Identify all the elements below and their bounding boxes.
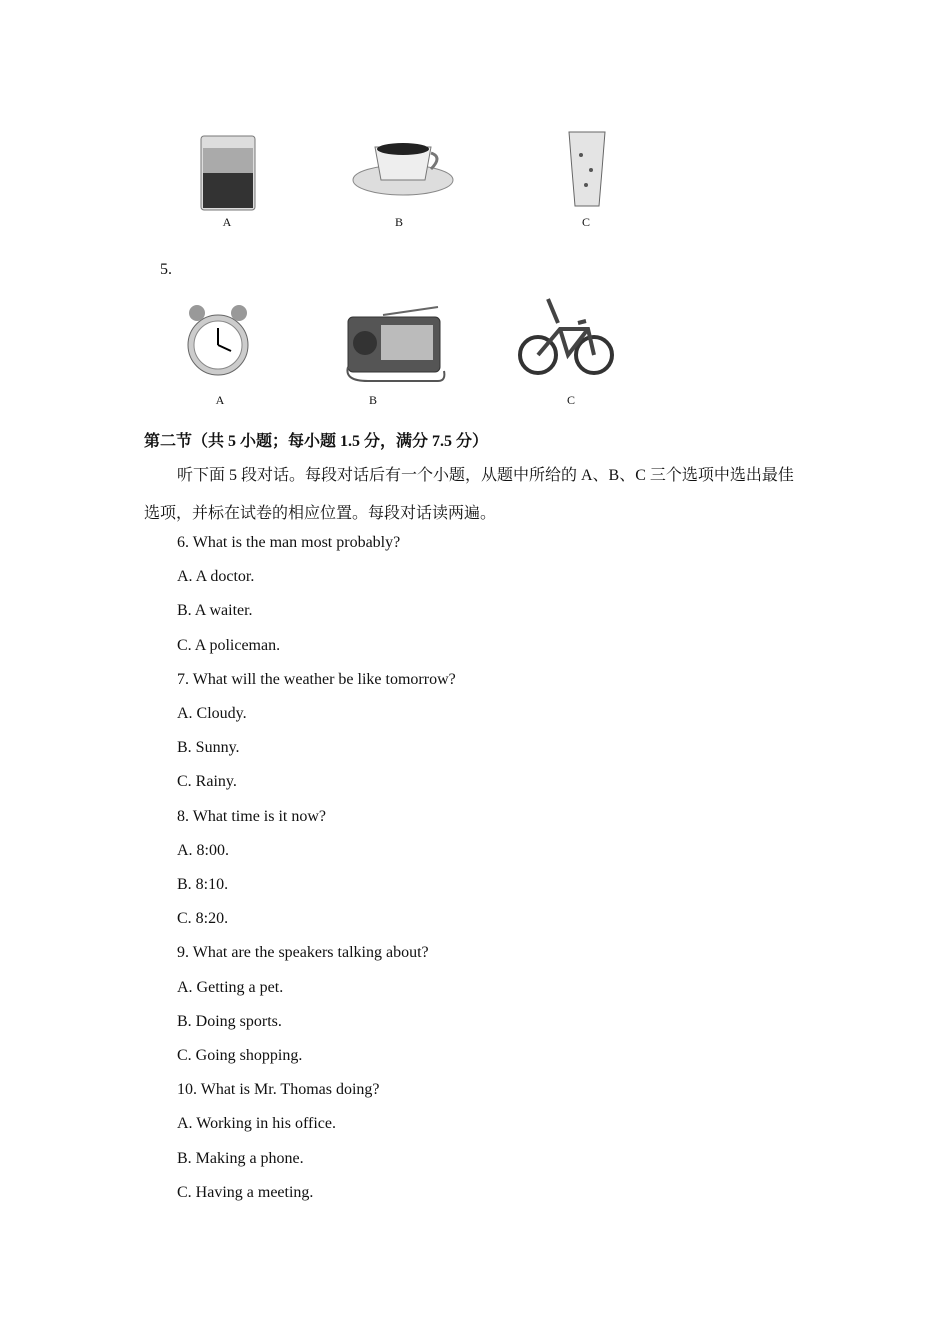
question-text: 10. What is Mr. Thomas doing? <box>177 1081 380 1099</box>
answer-option: B. Sunny. <box>177 739 240 757</box>
coffee-cup-icon <box>345 135 455 200</box>
answer-option: B. Doing sports. <box>177 1012 282 1030</box>
answer-option: A. 8:00. <box>177 841 229 859</box>
answer-option: C. Going shopping. <box>177 1047 303 1064</box>
answer-option: C. A policeman. <box>177 636 281 654</box>
answer-option: B. 8:10. <box>177 876 229 893</box>
question-text: 6. What is the man most probably? <box>177 534 401 551</box>
question-text: 9. What are the speakers talking about? <box>177 944 429 962</box>
answer-option: C. Rainy. <box>177 773 237 791</box>
alarm-clock-icon <box>183 303 253 381</box>
instructions: 选项，并标在试卷的相应位置。每段对话读两遍。 <box>144 505 497 522</box>
option-label: C <box>566 393 576 407</box>
answer-option: A. Cloudy. <box>177 705 247 722</box>
answer-option: C. Having a meeting. <box>177 1183 314 1201</box>
option-label: B <box>394 215 404 229</box>
option-label: A <box>222 215 232 229</box>
question-text: 7. What will the weather be like tomorrow? <box>177 670 456 688</box>
answer-option: A. Getting a pet. <box>177 978 284 996</box>
option-label: B <box>368 393 378 407</box>
soda-glass-icon <box>566 130 608 208</box>
option-label: C <box>581 215 591 229</box>
instructions: 听下面 5 段对话。每段对话后有一个小题，从题中所给的 A、B、C 三个选项中选出最佳 <box>177 467 794 484</box>
answer-option: B. A waiter. <box>177 602 253 620</box>
bicycle-icon <box>518 293 614 381</box>
answer-option: A. A doctor. <box>177 568 255 586</box>
question-number: 5. <box>160 261 172 278</box>
answer-option: C. 8:20. <box>177 910 229 928</box>
question-text: 8. What time is it now? <box>177 807 327 825</box>
answer-option: B. Making a phone. <box>177 1149 304 1167</box>
section-heading: 第二节（共 5 小题；每小题 1.5 分，满分 7.5 分） <box>144 433 489 450</box>
radio-icon <box>343 305 447 385</box>
option-label: A <box>215 393 225 407</box>
tea-glass-icon <box>198 133 258 213</box>
answer-option: A. Working in his office. <box>177 1115 336 1133</box>
